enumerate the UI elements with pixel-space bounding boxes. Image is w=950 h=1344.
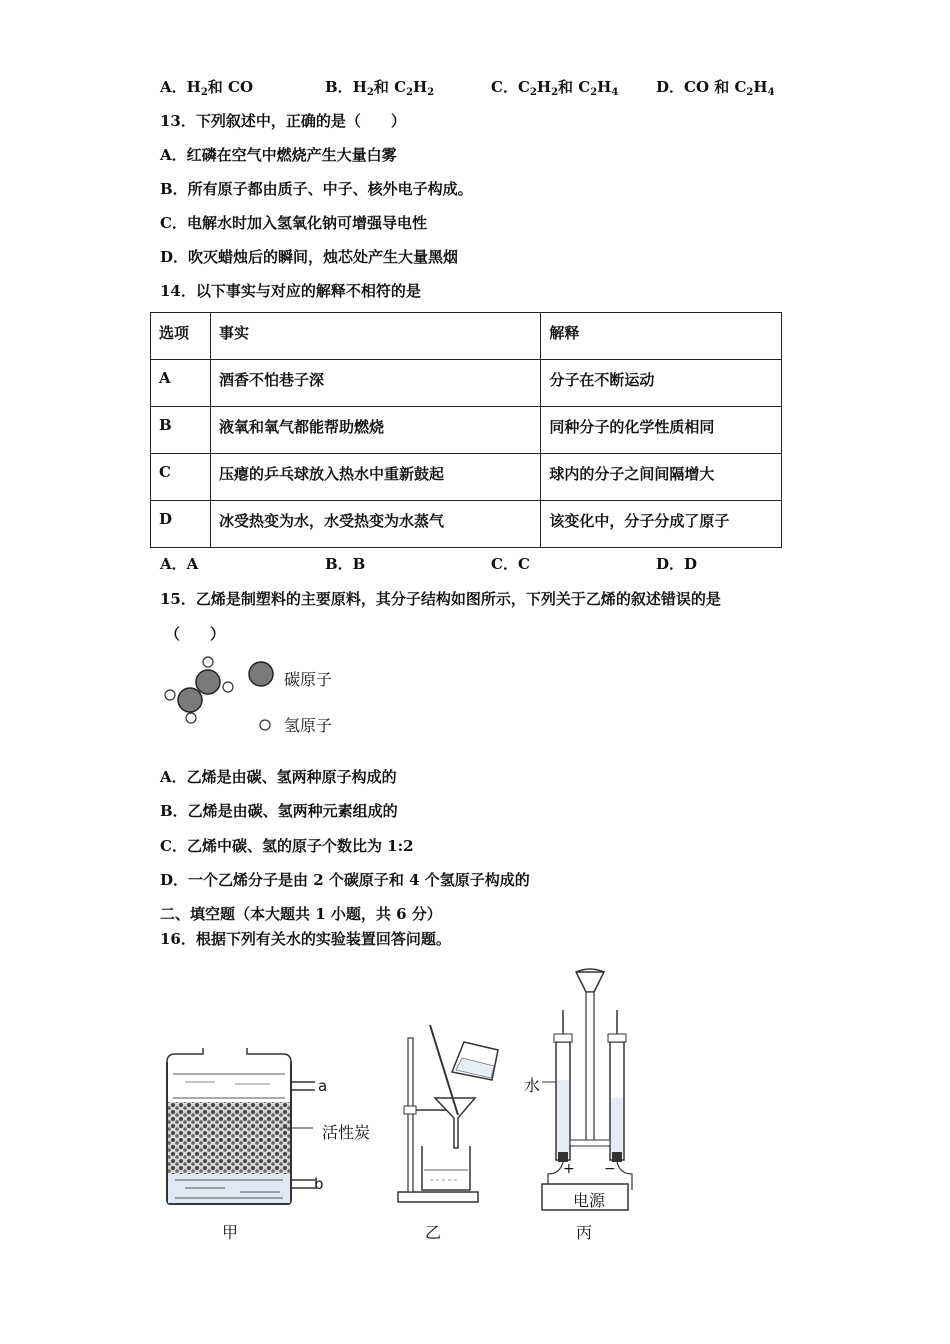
legend-hydrogen-label: 氢原子	[284, 716, 333, 735]
q14-table	[150, 312, 782, 548]
table-cell: 该变化中，分子分成了原子	[541, 501, 782, 548]
water-label: 水	[524, 1076, 541, 1095]
q14-answer-a: A．A	[160, 555, 199, 573]
table-cell: 同种分子的化学性质相同	[541, 407, 782, 454]
table-cell: C	[151, 454, 211, 501]
q14-answer-c: C．C	[491, 555, 530, 573]
q15-option-c: C．乙烯中碳、氢的原子个数比为 1:2	[160, 837, 414, 855]
q13-option-d: D．吹灭蜡烛后的瞬间，烛芯处产生大量黑烟	[160, 248, 459, 266]
legend-carbon-icon	[249, 662, 273, 686]
carbon-atom-icon	[196, 670, 220, 694]
section-title: 二、填空题（本大题共 1 小题，共 6 分）	[160, 905, 442, 923]
q16-stem: 16．根据下列有关水的实验装置回答问题。	[160, 930, 451, 948]
carbon-atom-icon	[178, 688, 202, 712]
positive-terminal-label: +	[563, 1161, 575, 1177]
table-cell: 压瘪的乒乓球放入热水中重新鼓起	[210, 454, 540, 501]
table-row	[151, 407, 782, 454]
filtration-figure	[390, 1020, 520, 1210]
q12-option-b: B．$H_2$和 $C_2H_2$	[325, 78, 435, 98]
caption-jia: 甲	[222, 1223, 239, 1242]
negative-terminal-label: −	[604, 1161, 616, 1177]
table-cell: D	[151, 501, 211, 548]
q14-answer-b: B．B	[325, 555, 366, 573]
hydrogen-atom-icon	[223, 682, 233, 692]
table-cell: 酒香不怕巷子深	[210, 360, 540, 407]
q12-option-a: A．$H_2$和 CO	[160, 78, 254, 98]
q13-option-b: B．所有原子都由质子、中子、核外电子构成。	[160, 180, 473, 198]
outlet-label-b: b	[314, 1175, 324, 1193]
caption-yi: 乙	[425, 1223, 442, 1242]
legend-hydrogen-icon	[260, 720, 270, 730]
q13-option-a: A．红磷在空气中燃烧产生大量白雾	[160, 146, 397, 164]
table-header-cell: 解释	[541, 313, 782, 360]
q15-option-a: A．乙烯是由碳、氢两种原子构成的	[160, 768, 397, 786]
q14-answer-d: D．D	[656, 555, 698, 573]
q14-stem: 14．以下事实与对应的解释不相符的是	[160, 282, 421, 300]
table-row	[151, 501, 782, 548]
q13-option-c: C．电解水时加入氢氧化钠可增强导电性	[160, 214, 427, 232]
q15-option-b: B．乙烯是由碳、氢两种元素组成的	[160, 802, 398, 820]
caption-bing: 丙	[576, 1223, 593, 1242]
q12-option-c: C．$C_2H_2$和 $C_2H_4$	[491, 78, 619, 98]
hydrogen-atom-icon	[186, 713, 196, 723]
table-cell: A	[151, 360, 211, 407]
power-supply-label: 电源	[573, 1191, 606, 1210]
q15-stem-tail: （ ）	[165, 625, 226, 643]
table-cell: 冰受热变为水，水受热变为水蒸气	[210, 501, 540, 548]
legend-carbon-label: 碳原子	[284, 670, 333, 689]
table-cell: B	[151, 407, 211, 454]
table-header-cell: 事实	[210, 313, 540, 360]
hydrogen-atom-icon	[203, 657, 213, 667]
electrolysis-figure	[520, 962, 660, 1217]
q15-stem: 15．乙烯是制塑料的主要原料，其分子结构如图所示，下列关于乙烯的叙述错误的是	[160, 590, 721, 608]
table-cell: 球内的分子之间间隔增大	[541, 454, 782, 501]
q15-option-d: D．一个乙烯分子是由 2 个碳原子和 4 个氢原子构成的	[160, 871, 530, 889]
table-header-cell: 选项	[151, 313, 211, 360]
table-row	[151, 360, 782, 407]
table-cell: 液氧和氧气都能帮助燃烧	[210, 407, 540, 454]
hydrogen-atom-icon	[165, 690, 175, 700]
q12-option-d: D．CO 和 $C_2H_4$	[656, 78, 775, 98]
activated-carbon-label: 活性炭	[322, 1123, 371, 1142]
table-cell: 分子在不断运动	[541, 360, 782, 407]
ethylene-molecule-figure	[155, 650, 385, 750]
inlet-label-a: a	[318, 1077, 328, 1095]
q13-stem: 13．下列叙述中，正确的是（ ）	[160, 112, 406, 130]
table-row	[151, 454, 782, 501]
table-header-row	[151, 313, 782, 360]
